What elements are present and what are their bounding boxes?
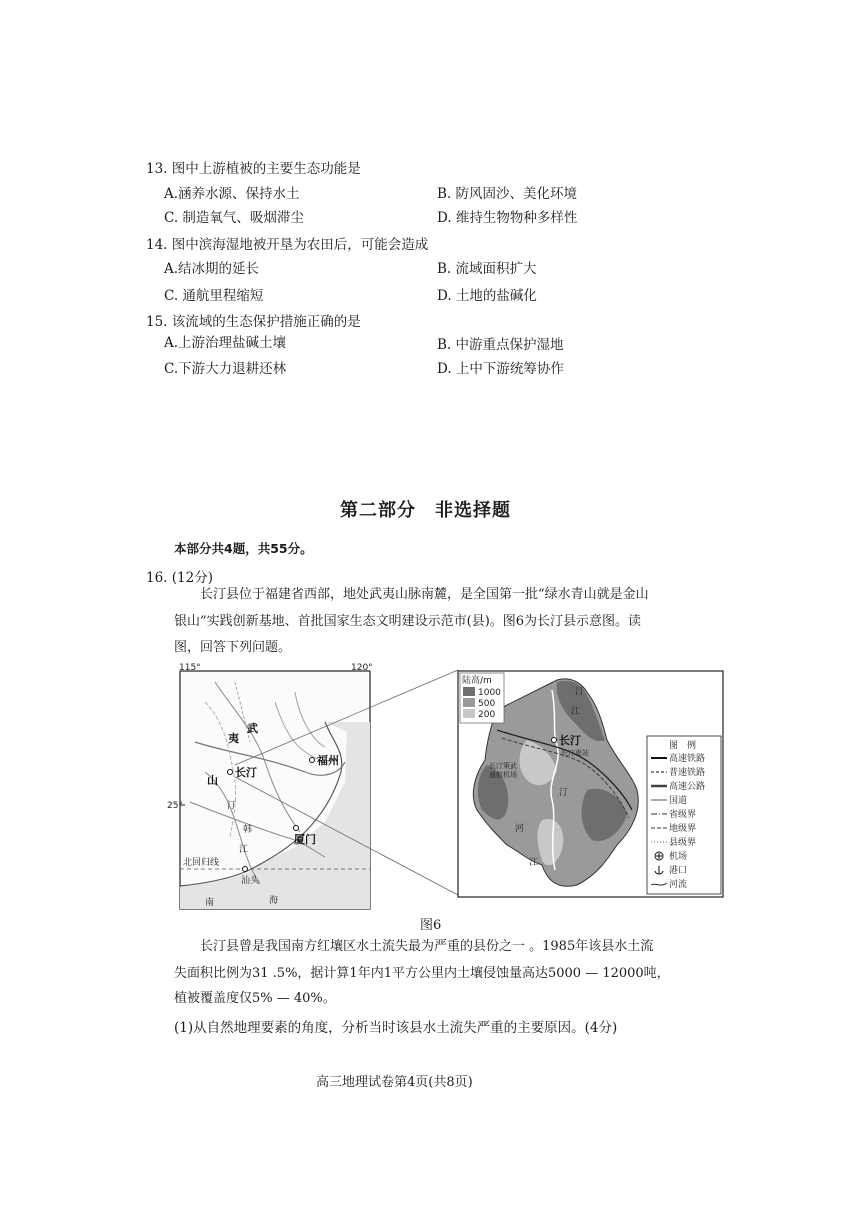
- q16-para-line3: 植被覆盖度仅5% — 40%。: [174, 991, 336, 1006]
- river-jiang-south-label: 江: [529, 858, 539, 868]
- elevation-200-label: 200: [478, 710, 496, 720]
- changting-detail-map: [457, 670, 724, 898]
- airport-label-line2: 通航机场: [489, 771, 517, 779]
- river-jiang-label: 江: [239, 845, 249, 855]
- q16-para-line2: 失面积比例为31 .5%，据计算1年内1平方公里内土壤侵蚀量高达5000 — 12000吨，: [174, 966, 670, 981]
- part2-title: 第二部分 非选择题: [340, 500, 511, 521]
- tropic-label: 北回归线: [183, 858, 220, 868]
- q16-subquestion-1: (1)从自然地理要素的角度，分析当时该县水土流失严重的主要原因。(4分): [174, 1020, 618, 1036]
- river-ting-south-label: 汀: [559, 788, 569, 798]
- q13-option-b: B. 防风固沙、美化环境: [437, 186, 578, 202]
- river-he-label: 河: [515, 824, 525, 834]
- river-jiang-north-label: 江: [571, 707, 581, 717]
- q16-intro-line2: 银山”实践创新基地、首批国家生态文明建设示范市(县)。图6为长汀县示意图。读: [174, 614, 642, 629]
- shan-label: 山: [207, 774, 218, 787]
- lon-115-label: 115°: [179, 663, 201, 673]
- legend-item-5: 地级界: [669, 824, 697, 834]
- q15-option-a: A.上游治理盐碱土壤: [164, 335, 287, 351]
- airport-label-line1: 长汀策武: [489, 762, 517, 770]
- legend-item-0: 高速铁路: [669, 754, 706, 764]
- elevation-swatch-500: [463, 698, 475, 707]
- elevation-1000-label: 1000: [478, 688, 501, 698]
- wu-label: 武: [247, 722, 258, 735]
- q15-stem: 15. 该流域的生态保护措施正确的是: [146, 314, 361, 330]
- legend-item-6: 县级界: [669, 838, 697, 848]
- legend-item-2: 高速公路: [669, 782, 706, 792]
- zoom-connector-lines: [230, 665, 465, 900]
- q14-option-b: B. 流域面积扩大: [437, 261, 537, 277]
- q13-option-a: A.涵养水源、保持水土: [164, 186, 300, 202]
- q16-number: 16. (12分): [146, 570, 213, 586]
- map-legend-title: 图 例: [669, 741, 697, 751]
- shantou-label: 汕头: [241, 876, 260, 886]
- changting-county-dot: [552, 738, 557, 743]
- q14-option-d: D. 土地的盐碱化: [437, 288, 537, 304]
- changting-county-label: 长汀: [559, 734, 581, 747]
- lat-25-label: 25°: [167, 801, 183, 811]
- q13-option-c: C. 制造氧气、吸烟滞尘: [164, 210, 304, 226]
- q16-para-line1: 长汀县曾是我国南方红壤区水土流失最为严重的县份之一 。1985年该县水土流: [200, 939, 654, 954]
- page-footer: 高三地理试卷第4页(共8页): [316, 1075, 473, 1090]
- q13-option-d: D. 维持生物物种多样性: [437, 210, 578, 226]
- q14-stem: 14. 图中滨海湿地被开垦为农田后，可能会造成: [146, 237, 429, 253]
- legend-item-7: 机场: [669, 852, 688, 862]
- changting-label: 长汀: [235, 766, 257, 779]
- elevation-500-label: 500: [478, 699, 496, 709]
- q16-intro-line1: 长汀县位于福建省西部，地处武夷山脉南麓，是全国第一批“绿水青山就是金山: [200, 587, 649, 602]
- nan-label: 南: [205, 898, 215, 908]
- lon-120-label: 120°: [351, 663, 373, 673]
- elevation-swatch-200: [463, 709, 475, 718]
- river-han-label: 韩: [243, 825, 253, 835]
- part2-note: 本部分共4题，共55分。: [174, 541, 313, 556]
- xiamen-label: 厦门: [294, 833, 316, 846]
- q15-option-c: C.下游大力退耕还林: [164, 361, 287, 377]
- river-ting-north-label: 汀: [575, 687, 585, 697]
- hai-label: 海: [269, 896, 279, 906]
- south-station-label: 长汀南站: [561, 749, 589, 757]
- fuzhou-label: 福州: [317, 754, 339, 767]
- q13-stem: 13. 图中上游植被的主要生态功能是: [146, 161, 361, 177]
- elevation-swatch-1000: [463, 687, 475, 696]
- legend-item-8: 港口: [669, 866, 688, 876]
- q14-option-a: A.结冰期的延长: [164, 261, 260, 277]
- river-ting-label: 汀: [227, 801, 237, 811]
- yi-label: 夷: [228, 732, 239, 745]
- legend-item-3: 国道: [669, 796, 688, 806]
- q14-option-c: C. 通航里程缩短: [164, 288, 264, 304]
- q16-intro-line3: 图，回答下列问题。: [174, 640, 292, 655]
- elevation-legend-title: 陆高/m: [462, 676, 492, 686]
- figure-caption: 图6: [420, 918, 442, 933]
- legend-item-1: 普速铁路: [669, 768, 706, 778]
- q15-option-b: B. 中游重点保护湿地: [437, 337, 564, 353]
- legend-item-4: 省级界: [669, 810, 697, 820]
- q15-option-d: D. 上中下游统筹协作: [437, 361, 564, 377]
- legend-item-9: 河流: [669, 880, 688, 890]
